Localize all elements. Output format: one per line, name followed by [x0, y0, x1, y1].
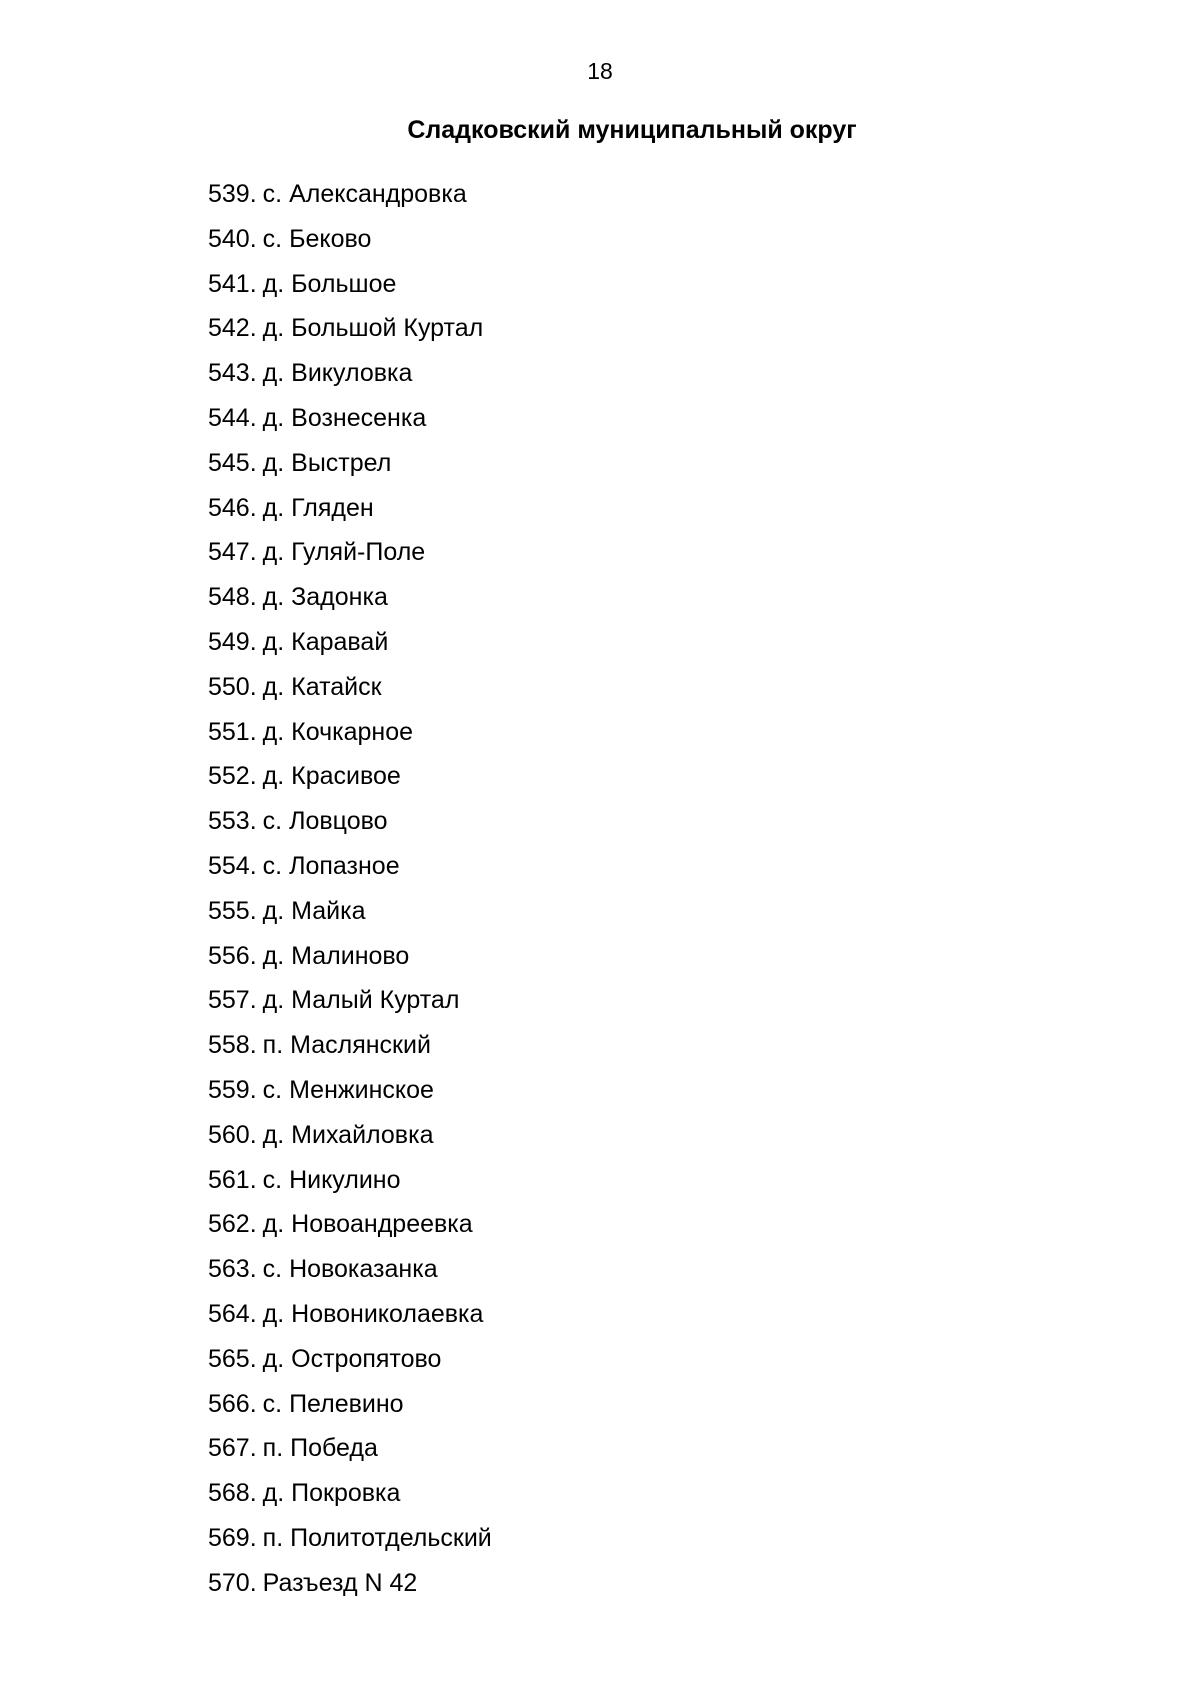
- list-item-name: с. Никулино: [262, 1165, 401, 1194]
- list-item-number: 556.: [208, 941, 257, 970]
- list-item-number: 566.: [208, 1389, 257, 1418]
- list-item-name: д. Задонка: [262, 583, 388, 612]
- list-item-number: 549.: [208, 627, 257, 656]
- list-item: [208, 396, 492, 441]
- list-item: [208, 172, 492, 217]
- list-item-name: д. Вознесенка: [262, 403, 427, 432]
- list-item-number: 552.: [208, 762, 257, 791]
- list-item-name: д. Малый Куртал: [262, 986, 460, 1015]
- list-item-number: 561.: [208, 1165, 257, 1194]
- list-item: [208, 620, 492, 665]
- list-item: [208, 1247, 492, 1292]
- list-item: [208, 486, 492, 531]
- list-item-number: 553.: [208, 807, 257, 836]
- list-item: [208, 1292, 492, 1337]
- list-item-name: д. Большое: [262, 269, 397, 298]
- list-item-number: 555.: [208, 896, 257, 925]
- list-item: [208, 665, 492, 710]
- list-item: [208, 217, 492, 262]
- list-item: [208, 1113, 492, 1158]
- list-item-name: д. Покровка: [262, 1479, 401, 1508]
- list-item: [208, 1023, 492, 1068]
- list-item-name: с. Александровка: [262, 180, 467, 208]
- list-item: [208, 1426, 492, 1471]
- list-item-name: п. Политотдельский: [262, 1523, 492, 1552]
- list-item-name: с. Менжинское: [262, 1075, 434, 1104]
- list-item-number: 564.: [208, 1299, 257, 1328]
- list-item-name: д. Красивое: [262, 762, 401, 791]
- list-item-name: д. Большой Куртал: [262, 314, 484, 343]
- list-item: [208, 1382, 492, 1427]
- list-item: [208, 889, 492, 934]
- list-item-number: 547.: [208, 538, 257, 567]
- list-item-number: 570.: [208, 1568, 257, 1597]
- list-item-number: 559.: [208, 1075, 257, 1104]
- list-item: [208, 1158, 492, 1203]
- list-item-name: д. Остропятово: [262, 1344, 442, 1373]
- list-item-name: с. Новоказанка: [262, 1255, 438, 1284]
- list-item: [208, 710, 492, 755]
- list-item: [208, 1202, 492, 1247]
- list-item-name: с. Беково: [262, 224, 372, 253]
- list-item-number: 551.: [208, 717, 257, 746]
- page-number: 18: [587, 58, 613, 84]
- list-item-name: д. Гляден: [262, 493, 374, 522]
- list-item-name: д. Малиново: [262, 941, 410, 970]
- list-item-name: д. Викуловка: [262, 359, 413, 388]
- list-item-number: 560.: [208, 1120, 257, 1149]
- list-item-number: 540.: [208, 224, 257, 253]
- list-item-number: 569.: [208, 1523, 257, 1552]
- list-item-number: 565.: [208, 1344, 257, 1373]
- list-item-name: д. Кочкарное: [262, 717, 414, 746]
- list-item: [208, 351, 492, 396]
- list-item: [208, 934, 492, 979]
- list-item: [208, 1561, 492, 1606]
- list-item: [208, 441, 492, 486]
- list-item-number: 544.: [208, 403, 257, 432]
- list-item: [208, 978, 492, 1023]
- list-item: [208, 530, 492, 575]
- list-item-number: 554.: [208, 851, 257, 880]
- list-item-number: 567.: [208, 1434, 257, 1463]
- list-item-name: с. Пелевино: [262, 1389, 404, 1418]
- list-item: [208, 844, 492, 889]
- list-item-name: д. Катайск: [262, 672, 382, 701]
- list-item-number: 541.: [208, 269, 257, 298]
- list-item-number: 563.: [208, 1255, 257, 1284]
- list-item-name: д. Новоандреевка: [262, 1210, 473, 1239]
- list-item-number: 542.: [208, 314, 257, 343]
- list-item-number: 558.: [208, 1031, 257, 1060]
- list-item-name: д. Михайловка: [262, 1120, 434, 1149]
- list-item-number: 539.: [208, 180, 257, 208]
- list-item-name: п. Победа: [262, 1434, 378, 1463]
- list-item-number: 557.: [208, 986, 257, 1015]
- list-item: [208, 1337, 492, 1382]
- list-item-number: 550.: [208, 672, 257, 701]
- district-title: Сладковский муниципальный округ: [407, 116, 857, 144]
- list-item: [208, 306, 492, 351]
- list-item-name: д. Майка: [262, 896, 366, 925]
- list-item-number: 562.: [208, 1210, 257, 1239]
- list-item-name: п. Маслянский: [262, 1031, 431, 1060]
- list-item-name: д. Выстрел: [262, 448, 392, 477]
- list-item: [208, 799, 492, 844]
- list-item: [208, 575, 492, 620]
- list-item-number: 543.: [208, 359, 257, 388]
- list-item-number: 548.: [208, 583, 257, 612]
- list-item: [208, 1516, 492, 1561]
- list-item-number: 545.: [208, 448, 257, 477]
- list-item-name: с. Лопазное: [262, 851, 400, 880]
- list-item-name: д. Новониколаевка: [262, 1299, 484, 1328]
- list-item-number: 546.: [208, 493, 257, 522]
- list-item: [208, 1068, 492, 1113]
- list-item-name: д. Гуляй-Поле: [262, 538, 426, 567]
- list-item-name: Разъезд N 42: [262, 1568, 418, 1597]
- settlement-list: [208, 172, 492, 1606]
- list-item-name: с. Ловцово: [262, 807, 388, 836]
- list-item: [208, 262, 492, 307]
- list-item: [208, 754, 492, 799]
- list-item-name: д. Каравай: [262, 627, 389, 656]
- list-item-number: 568.: [208, 1479, 257, 1508]
- list-item: [208, 1471, 492, 1516]
